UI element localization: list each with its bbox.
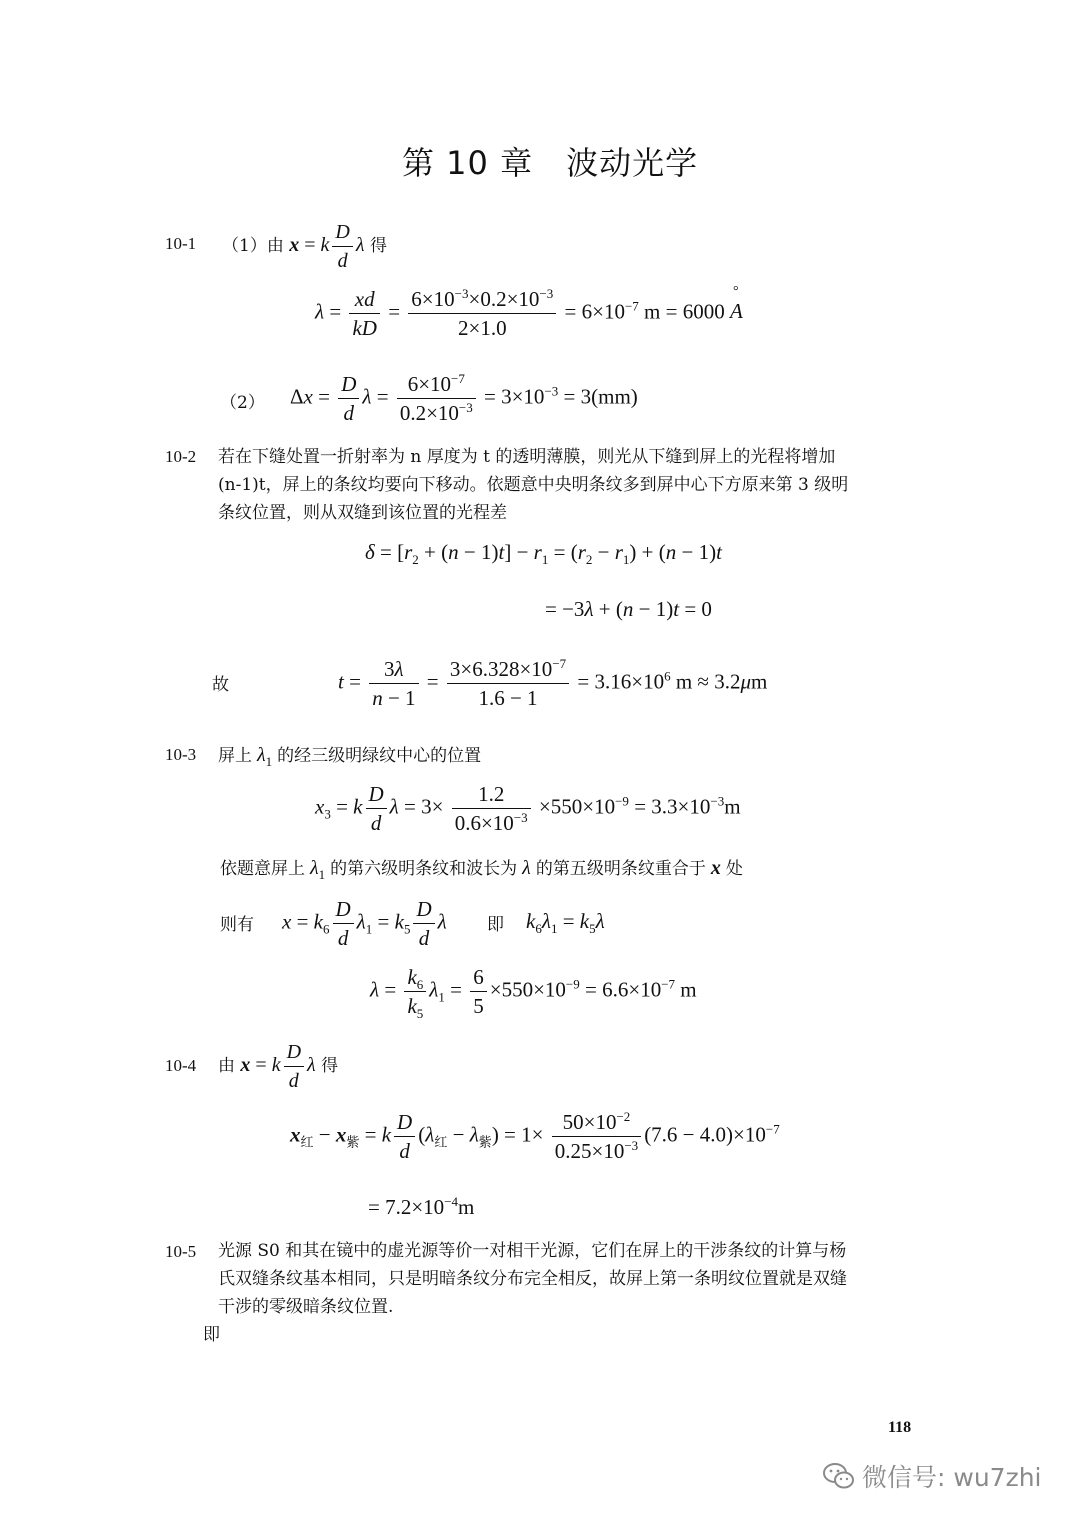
- wechat-logo-icon: [822, 1462, 856, 1496]
- line2-a: 依题意屏上: [220, 859, 305, 879]
- problem-10-3-ji: 即: [487, 915, 504, 935]
- page-number: 118: [888, 1419, 912, 1436]
- equation-10-1-deltax: Δx = $\frac{D}{d}$ λ = $\frac{6\times 10^{-7}}{0.2\times 10^{-3}}$ = $3\times 10^{-3} = 3(mm)$: [290, 371, 638, 425]
- line2-c: 的第五级明条纹重合于: [535, 859, 706, 879]
- problem-10-1-part2-label: （2）: [220, 393, 265, 413]
- problem-10-5-ji: 即: [203, 1325, 220, 1345]
- problem-10-3-line2: 依题意屏上 $\lambda_1$ 的第六级明条纹和波长为 λ 的第五级明条纹重合于 x 处: [220, 857, 743, 882]
- problem-label-10-5: 10-5: [165, 1242, 197, 1261]
- watermark: [822, 1458, 1041, 1496]
- equation-10-3-overlap: $x = k_6$ $\frac{D}{d}$ $\lambda_1 = k_5$ $\frac{D}{d}$ λ: [282, 897, 447, 950]
- problem-10-5-line2: 氏双缝条纹基本相同，只是明暗条纹分布完全相反，故屏上第一条明纹位置就是双缝: [218, 1269, 847, 1289]
- line1-suffix: 的经三级明绿纹中心的位置: [277, 746, 482, 766]
- problem-label-10-4: 10-4: [165, 1056, 197, 1075]
- problem-label-10-1: 10-1: [165, 234, 197, 253]
- problem-10-5-line3: 干涉的零级暗条纹位置.: [218, 1297, 394, 1317]
- line1-prefix: 屏上: [218, 746, 252, 766]
- equation-10-3-k: $k_6\lambda_1 = k_5\lambda$: [526, 909, 605, 937]
- equation-10-2-t: t = $\frac{3\lambda}{n - 1}$ = $\frac{3\times 6.328\times 10^{-7}}{1.6 - 1}$ = $3.16\times 10^6$ m ≈ 3.2μm: [338, 656, 768, 710]
- problem-10-4-intro: 由 x = k $\frac{D}{d}$ λ 得: [218, 1038, 338, 1095]
- problem-10-3-line1: 屏上 $\lambda_1$ 的经三级明绿纹中心的位置: [218, 744, 482, 769]
- equation-10-4-result: = $7.2\times 10^{-4}m$: [368, 1194, 475, 1219]
- equation-10-2-delta: $\delta = [r_2 + (n - 1)t] - r_1 = (r_2 - r_1) + (n - 1)t$: [365, 540, 722, 568]
- intro-prefix-10-4: 由: [218, 1056, 235, 1077]
- problem-10-1-intro: （1）由 x = k $\frac{D}{d}$ λ 得: [222, 218, 387, 275]
- intro-suffix-10-4: 得: [321, 1056, 339, 1077]
- page-title: 第 10 章 波动光学: [402, 144, 699, 182]
- intro-prefix: （1）由: [222, 236, 284, 257]
- watermark-text: 微信号: wu7zhi: [862, 1463, 1042, 1492]
- equation-10-1-lambda: λ = $\frac{xd}{kD}$ = $\frac{6\times 10^{-3}\times 0.2\times 10^{-3}}{2\times 1.0}$ = $6\times 10^{-7}$ m = 6000 ° A: [315, 285, 743, 342]
- problem-10-2-line2: (n-1)t，屏上的条纹均要向下移动。依题意中央明条纹多到屏中心下方原来第 3 级明: [218, 475, 849, 495]
- equation-10-2-delta-2: = −3λ + (n − 1)t = 0: [545, 597, 712, 621]
- problem-10-5-line1: 光源 S0 和其在镜中的虚光源等价一对相干光源，它们在屏上的干涉条纹的计算与杨: [218, 1241, 847, 1261]
- problem-10-2-line1: 若在下缝处置一折射率为 n 厚度为 t 的透明薄膜，则光从下缝到屏上的光程将增加: [218, 447, 836, 467]
- intro-suffix: 得: [369, 236, 387, 257]
- problem-10-2-gu: 故: [212, 675, 229, 695]
- equation-10-3-lambda: λ = $\frac{k_6}{k_5}$ $\lambda_1$ = $\frac{6}{5}$ $\times 550\times 10^{-9} = 6.6\times 10^{-7}$ m: [370, 965, 697, 1022]
- line2-b: 的第六级明条纹和波长为: [330, 859, 518, 879]
- equation-10-4-diff: $x_红 - x_紫 = k$ $\frac{D}{d}$ $(\lambda_红 - \lambda_紫) = 1\times$ $\frac{50\times 10^{-2}}{0.25\times 10^{-3}}$ $(7.6 - 4.0)\times 10^{-7}$: [290, 1109, 780, 1163]
- problem-10-3-zeyou: 则有: [220, 915, 254, 935]
- problem-label-10-3: 10-3: [165, 745, 197, 764]
- line2-d: 处: [725, 859, 743, 879]
- equation-10-3-x3: $x_3 = k$ $\frac{D}{d}$ λ = 3× $\frac{1.2}{0.6\times 10^{-3}}$ $\times 550\times 10^{-9} = 3.3\times 10^{-3}m$: [315, 782, 741, 835]
- problem-10-2-line3: 条纹位置，则从双缝到该位置的光程差: [218, 503, 507, 523]
- problem-label-10-2: 10-2: [165, 447, 197, 466]
